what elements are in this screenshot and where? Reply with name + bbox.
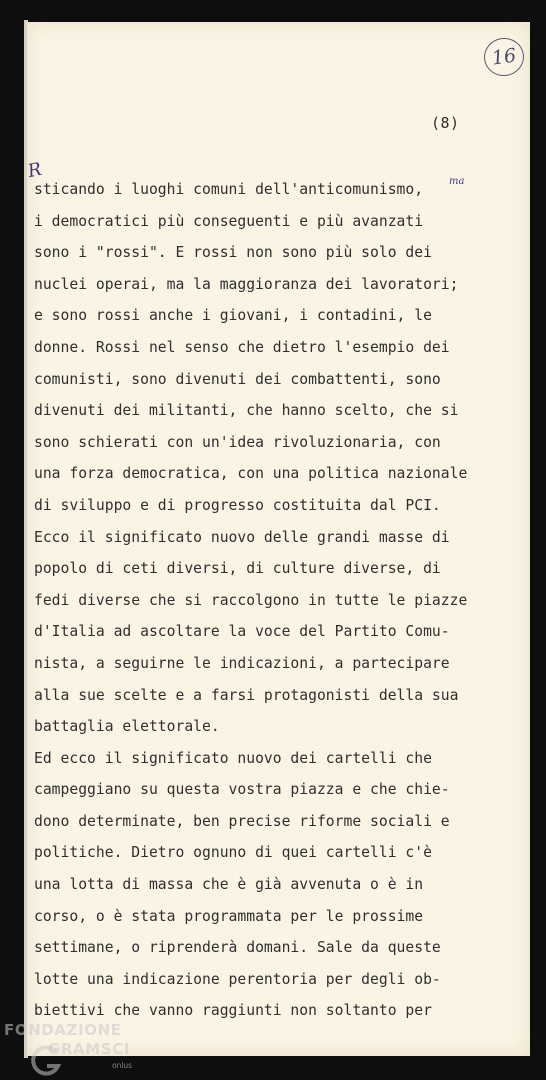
text-line: corso, o è stata programmata per le prossime: [34, 907, 424, 925]
text-line: nista, a seguirne le indicazioni, a partecipare: [34, 654, 450, 672]
text-line: nuclei operai, ma la maggioranza dei lavoratori;: [34, 275, 459, 293]
text-line: sono i "rossi". E rossi non sono più solo dei: [34, 244, 432, 262]
text-line: Ecco il significato nuovo delle grandi masse di: [34, 528, 450, 546]
text-line: alla sue scelte e a farsi protagonisti della sua: [34, 686, 459, 704]
archive-number-circled: 16: [482, 35, 527, 78]
text-line: battaglia elettorale.: [34, 718, 220, 736]
page-number: (8): [431, 114, 460, 132]
handwritten-insert: ma: [449, 176, 465, 187]
text-line: comunisti, sono divenuti dei combattenti, sono: [34, 370, 441, 388]
text-line: settimane, o riprenderà domani. Sale da queste: [34, 939, 441, 957]
text-line: popolo di ceti diversi, di culture diverse, di: [34, 560, 441, 578]
margin-mark: R: [25, 158, 44, 183]
fondazione-gramsci-watermark: [4, 1018, 144, 1078]
text-line: d'Italia ad ascoltare la voce del Partito Comu-: [34, 623, 450, 641]
text-line: dono determinate, ben precise riforme sociali e: [34, 812, 450, 830]
text-line: divenuti dei militanti, che hanno scelto, che si: [34, 402, 459, 420]
text-line: e sono rossi anche i giovani, i contadini, le: [34, 307, 432, 325]
text-line: campeggiano su questa vostra piazza e che chie-: [34, 781, 450, 799]
text-line: lotte una indicazione perentoria per degli ob-: [34, 970, 441, 988]
text-line: politiche. Dietro ognuno di quei cartelli c'è: [34, 844, 432, 862]
watermark-line1: FONDAZIONE: [4, 1021, 122, 1039]
body-text: [34, 174, 467, 1027]
text-line: fedi diverse che si raccolgono in tutte le piazze: [34, 591, 468, 609]
text-line: Ed ecco il significato nuovo dei cartelli che: [34, 749, 432, 767]
watermark-suffix: onlus: [112, 1061, 133, 1070]
text-line: sticando i luoghi comuni dell'anticomunismo,: [34, 181, 424, 198]
text-line: biettivi che vanno raggiunti non soltanto per: [34, 1002, 432, 1020]
text-line: i democratici più conseguenti e più avanzati: [34, 212, 424, 230]
text-line: una forza democratica, con una politica nazionale: [34, 465, 468, 483]
watermark-line2: GRAMSCI: [48, 1040, 130, 1058]
gramsci-logo-icon: [26, 1044, 64, 1076]
text-line: sono schierati con un'idea rivoluzionaria, con: [34, 433, 441, 451]
text-line: di sviluppo e di progresso costituita dal PCI.: [34, 496, 441, 514]
text-line: donne. Rossi nel senso che dietro l'esempio dei: [34, 338, 450, 356]
text-line: una lotta di massa che è già avvenuta o è in: [34, 876, 424, 894]
